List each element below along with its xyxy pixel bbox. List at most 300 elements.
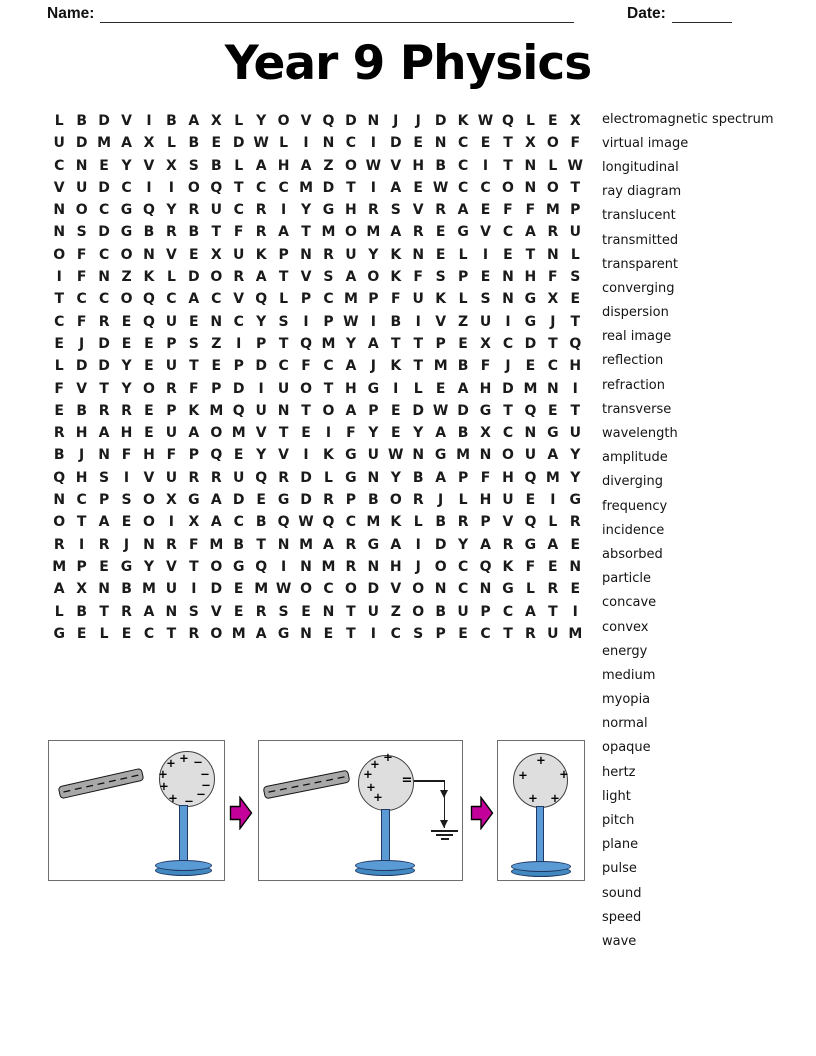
positive-charge-symbol: +	[518, 768, 528, 782]
grid-letter: B	[53, 447, 65, 464]
grid-letter: R	[188, 202, 200, 219]
grid-row	[48, 132, 587, 154]
negative-charge-symbol: −	[193, 755, 203, 769]
grid-letter: S	[413, 625, 424, 642]
grid-letter: T	[211, 224, 222, 241]
grid-letter: T	[323, 380, 334, 397]
grid-letter: F	[480, 469, 491, 486]
grid-letter: C	[233, 202, 244, 219]
grid-letter: E	[144, 425, 154, 442]
grid-letter: L	[54, 603, 64, 620]
positive-charge-symbol: +	[528, 791, 538, 805]
grid-letter: N	[322, 135, 335, 152]
grid-row	[48, 199, 587, 221]
ground-symbol	[431, 830, 458, 832]
grid-row	[48, 556, 587, 578]
grid-letter: D	[75, 358, 88, 375]
grid-letter: I	[572, 603, 578, 620]
grid-letter: G	[524, 291, 537, 308]
grid-letter: L	[324, 469, 333, 486]
grid-row	[48, 534, 587, 556]
grid-letter: B	[210, 157, 222, 174]
grid-letter: R	[367, 202, 379, 219]
grid-letter: T	[301, 402, 311, 419]
rod-negative-charge: −	[323, 772, 336, 787]
grid-letter: A	[323, 536, 334, 553]
grid-letter: K	[457, 113, 469, 129]
grid-row	[48, 378, 587, 400]
grid-letter: P	[233, 358, 244, 375]
grid-letter: C	[457, 157, 469, 174]
grid-letter: B	[121, 581, 132, 598]
grid-letter: A	[210, 514, 222, 531]
grid-letter: K	[390, 246, 402, 263]
grid-letter: M	[321, 224, 336, 241]
grid-letter: R	[547, 581, 559, 598]
grid-letter: M	[523, 380, 538, 397]
electroscope-diagram-step-2	[258, 740, 463, 881]
grid-letter: O	[502, 179, 514, 196]
grid-letter: D	[232, 492, 245, 509]
ground-symbol	[441, 838, 449, 840]
grid-letter: U	[569, 224, 581, 241]
grid-letter: T	[413, 358, 423, 375]
grid-letter: R	[98, 402, 110, 419]
grid-letter: I	[146, 113, 152, 129]
negative-charge-symbol: −	[196, 787, 206, 801]
grid-letter: C	[98, 202, 110, 219]
grid-letter: W	[567, 157, 583, 174]
grid-letter: V	[502, 514, 514, 531]
grid-letter: A	[524, 603, 536, 620]
grid-letter: Z	[390, 603, 401, 620]
grid-letter: O	[210, 625, 223, 642]
positive-charge-symbol: +	[536, 753, 546, 767]
grid-letter: N	[434, 135, 447, 152]
word-list-item: speed	[602, 909, 642, 925]
grid-letter: W	[388, 447, 404, 464]
header	[0, 5, 816, 31]
grid-letter: U	[524, 447, 537, 464]
grid-letter: V	[76, 380, 88, 397]
grid-letter: N	[546, 380, 559, 397]
grid-letter: T	[391, 335, 401, 352]
grid-letter: G	[367, 536, 380, 553]
grid-letter: S	[570, 269, 581, 286]
grid-letter: R	[435, 202, 447, 219]
grid-letter: I	[79, 536, 85, 553]
grid-letter: W	[477, 113, 494, 129]
grid-letter: P	[166, 402, 177, 419]
grid-letter: K	[390, 269, 402, 286]
grid-letter: V	[121, 113, 132, 129]
grid-letter: E	[121, 625, 132, 642]
grid-letter: H	[345, 202, 357, 219]
grid-letter: E	[121, 335, 132, 352]
grid-letter: O	[344, 581, 357, 598]
grid-letter: E	[548, 113, 558, 129]
grid-letter: A	[255, 269, 267, 286]
grid-letter: Q	[502, 113, 514, 129]
grid-letter: N	[502, 291, 514, 308]
positive-charge-symbol: +	[383, 750, 393, 764]
grid-letter: I	[258, 380, 264, 397]
word-list-item: incidence	[602, 522, 665, 538]
grid-letter: T	[503, 157, 513, 174]
grid-letter: E	[390, 425, 401, 442]
grid-letter: D	[210, 581, 223, 598]
word-list-item: transmitted	[602, 232, 679, 248]
grid-letter: C	[233, 514, 244, 531]
grid-letter: X	[480, 425, 491, 442]
grid-letter: E	[54, 335, 64, 352]
grid-row	[48, 400, 587, 422]
grid-letter: Q	[300, 335, 312, 352]
grid-letter: R	[166, 380, 177, 397]
grid-letter: P	[98, 492, 110, 509]
grid-letter: A	[188, 113, 200, 129]
rod-negative-charge: −	[83, 778, 96, 793]
grid-letter: B	[435, 514, 446, 531]
rod-negative-charge: −	[265, 783, 278, 799]
grid-letter: O	[75, 202, 88, 219]
grid-letter: A	[255, 625, 267, 642]
grid-letter: C	[547, 358, 558, 375]
word-list-item: translucent	[602, 208, 676, 224]
grid-letter: C	[76, 492, 87, 509]
grid-letter: R	[323, 246, 334, 263]
grid-letter: C	[502, 603, 514, 620]
grid-letter: I	[56, 269, 62, 286]
grid-letter: C	[256, 179, 267, 196]
grid-letter: I	[370, 179, 376, 196]
grid-letter: G	[502, 581, 514, 598]
grid-row	[48, 489, 587, 511]
ground-symbol	[436, 834, 453, 836]
rod-negative-charge: −	[117, 770, 130, 786]
grid-letter: W	[365, 157, 382, 174]
grid-letter: O	[546, 179, 559, 196]
grid-letter: N	[277, 402, 290, 419]
grid-letter: E	[121, 313, 132, 330]
grid-letter: I	[550, 492, 556, 509]
grid-letter: N	[210, 313, 223, 330]
grid-row	[48, 155, 587, 177]
grid-letter: F	[189, 380, 199, 397]
word-list-item: particle	[602, 571, 652, 587]
grid-letter: E	[233, 447, 244, 464]
grid-letter: C	[98, 246, 110, 263]
grid-letter: I	[415, 313, 421, 330]
grid-letter: Y	[256, 313, 267, 330]
grid-letter: K	[255, 246, 267, 263]
grid-letter: T	[278, 269, 289, 286]
grid-letter: S	[323, 269, 334, 286]
grid-letter: I	[393, 380, 399, 397]
grid-letter: O	[546, 135, 559, 152]
grid-letter: C	[457, 581, 469, 598]
grid-letter: Q	[143, 313, 155, 330]
grid-letter: Y	[256, 447, 267, 464]
grid-letter: R	[525, 625, 536, 642]
grid-letter: C	[98, 291, 110, 308]
grid-letter: F	[525, 202, 536, 219]
date-blank-line	[672, 6, 732, 23]
grid-letter: N	[98, 269, 110, 286]
grid-letter: R	[98, 313, 110, 330]
grid-letter: D	[232, 380, 245, 397]
grid-row	[48, 244, 587, 266]
word-list-item: dispersion	[602, 305, 669, 321]
grid-letter: U	[53, 135, 65, 152]
grid-letter: P	[368, 402, 379, 419]
grid-letter: V	[143, 157, 155, 174]
word-list-item: plane	[602, 837, 639, 853]
grid-letter: P	[457, 269, 469, 286]
grid-letter: V	[435, 313, 447, 330]
grid-letter: Y	[256, 113, 267, 129]
grid-letter: B	[457, 358, 469, 375]
grid-letter: P	[166, 335, 177, 352]
grid-letter: T	[189, 358, 199, 375]
grid-letter: R	[278, 469, 289, 486]
word-list-item: hertz	[602, 764, 636, 780]
grid-letter: T	[99, 603, 109, 620]
grid-letter: Q	[255, 469, 268, 486]
grid-letter: E	[413, 179, 423, 196]
grid-letter: F	[76, 246, 87, 263]
grid-letter: M	[231, 425, 246, 442]
grid-letter: C	[54, 157, 65, 174]
grid-letter: I	[415, 536, 421, 553]
grid-letter: R	[53, 425, 65, 442]
grid-letter: M	[299, 179, 313, 196]
word-list-item: diverging	[602, 474, 664, 490]
grid-letter: E	[525, 492, 536, 509]
grid-letter: F	[233, 224, 244, 241]
grid-letter: R	[233, 269, 245, 286]
grid-letter: M	[456, 447, 471, 464]
name-label: Name:	[47, 5, 95, 22]
grid-letter: S	[278, 603, 289, 620]
grid-letter: U	[165, 313, 178, 330]
grid-letter: G	[120, 558, 133, 575]
grid-letter: M	[52, 558, 67, 575]
grid-letter: P	[256, 335, 267, 352]
grid-letter: O	[412, 603, 425, 620]
grid-letter: T	[346, 625, 356, 642]
grid-letter: S	[188, 603, 199, 620]
word-list-item: refraction	[602, 377, 665, 393]
grid-letter: E	[503, 246, 513, 263]
grid-letter: P	[480, 603, 491, 620]
grid-letter: A	[345, 402, 357, 419]
negative-charge-symbol: −	[184, 794, 194, 808]
word-list	[602, 107, 812, 954]
grid-letter: I	[123, 469, 130, 486]
grid-letter: L	[458, 246, 468, 263]
grid-letter: C	[54, 313, 65, 330]
grid-letter: B	[412, 469, 424, 486]
grid-letter: G	[188, 492, 200, 509]
grid-letter: Q	[255, 558, 268, 575]
grid-letter: I	[236, 335, 242, 352]
grid-letter: D	[98, 335, 110, 352]
grid-letter: U	[277, 380, 290, 397]
grid-letter: X	[210, 113, 222, 129]
positive-charge-symbol: +	[168, 791, 178, 805]
grid-letter: V	[480, 224, 491, 241]
grid-letter: K	[390, 358, 402, 375]
grid-letter: O	[53, 246, 66, 263]
grid-letter: D	[389, 135, 402, 152]
grid-letter: N	[53, 224, 66, 241]
grid-letter: Q	[255, 291, 268, 308]
grid-letter: E	[144, 358, 154, 375]
grid-letter: T	[301, 224, 311, 241]
word-list-item: transparent	[602, 256, 679, 272]
grid-letter: B	[233, 536, 245, 553]
grid-letter: N	[412, 246, 425, 263]
grid-letter: V	[165, 558, 177, 575]
grid-letter: M	[321, 558, 336, 575]
grid-letter: Y	[570, 469, 581, 486]
grid-letter: U	[457, 603, 469, 620]
grid-letter: Z	[121, 269, 132, 286]
grid-letter: E	[458, 625, 468, 642]
grid-letter: A	[390, 536, 402, 553]
grid-letter: L	[99, 625, 109, 642]
grid-letter: B	[76, 402, 87, 419]
grid-letter: Y	[390, 469, 401, 486]
grid-letter: P	[345, 492, 357, 509]
grid-row	[48, 110, 587, 132]
grid-letter: D	[98, 224, 110, 241]
grid-letter: C	[76, 291, 87, 308]
grid-letter: Q	[569, 335, 582, 352]
grid-letter: G	[569, 492, 582, 509]
grid-letter: E	[54, 402, 64, 419]
grid-letter: Y	[300, 202, 312, 219]
grid-row	[48, 511, 587, 533]
grid-letter: Y	[368, 425, 379, 442]
grid-letter: O	[344, 157, 357, 174]
grid-letter: A	[98, 514, 110, 531]
grid-letter: A	[524, 224, 536, 241]
grid-letter: R	[569, 514, 581, 531]
grid-letter: E	[458, 335, 468, 352]
grid-letter: Y	[143, 558, 155, 575]
word-list-item: longitudinal	[602, 159, 679, 175]
grid-letter: T	[570, 402, 581, 419]
grid-letter: D	[502, 380, 514, 397]
grid-letter: U	[233, 246, 245, 263]
grid-letter: X	[525, 135, 536, 152]
grid-letter: F	[54, 380, 64, 397]
grid-letter: Z	[323, 157, 334, 174]
grid-letter: F	[390, 291, 401, 308]
grid-letter: H	[502, 469, 514, 486]
grid-letter: J	[550, 313, 556, 330]
grid-letter: D	[75, 135, 88, 152]
grid-letter: V	[165, 246, 177, 263]
grid-letter: E	[233, 603, 244, 620]
grid-letter: I	[325, 425, 332, 442]
grid-letter: Z	[458, 313, 469, 330]
grid-letter: X	[480, 335, 491, 352]
grid-letter: N	[53, 492, 66, 509]
grid-letter: F	[525, 558, 536, 575]
grid-letter: V	[210, 603, 222, 620]
grid-letter: O	[120, 246, 133, 263]
grid-letter: Q	[210, 179, 223, 196]
grid-letter: A	[457, 202, 469, 219]
grid-letter: L	[166, 269, 176, 286]
grid-letter: T	[570, 313, 581, 330]
grid-letter: C	[166, 291, 177, 308]
grid-letter: Q	[524, 402, 537, 419]
grid-letter: J	[415, 558, 421, 575]
grid-letter: C	[457, 179, 469, 196]
grid-letter: T	[570, 179, 581, 196]
grid-letter: G	[524, 313, 537, 330]
grid-letter: Y	[368, 246, 379, 263]
grid-letter: Q	[479, 558, 492, 575]
grid-letter: P	[457, 469, 469, 486]
grid-letter: D	[98, 113, 110, 129]
grid-letter: N	[143, 246, 155, 263]
rod-negative-charge: −	[94, 775, 107, 791]
grid-letter: L	[234, 113, 244, 129]
grid-letter: B	[76, 603, 87, 620]
grid-letter: E	[480, 269, 491, 286]
grid-letter: N	[524, 179, 537, 196]
positive-charge-symbol: +	[366, 780, 376, 794]
grid-letter: X	[569, 113, 581, 129]
grid-letter: D	[232, 135, 245, 152]
grid-letter: J	[438, 492, 444, 509]
grid-letter: N	[367, 469, 380, 486]
grid-letter: R	[255, 202, 267, 219]
electroscope-diagram-step-3	[497, 740, 585, 881]
grid-letter: T	[548, 335, 558, 352]
grid-letter: E	[480, 202, 491, 219]
grid-letter: U	[479, 313, 492, 330]
grid-letter: R	[121, 603, 132, 620]
grid-letter: M	[254, 581, 269, 598]
grid-letter: G	[277, 625, 290, 642]
word-list-item: ray diagram	[602, 184, 682, 200]
electroscope-stem	[381, 809, 390, 863]
grid-letter: U	[502, 492, 514, 509]
grid-letter: S	[121, 492, 132, 509]
word-list-item: wave	[602, 933, 637, 949]
grid-letter: T	[503, 402, 513, 419]
grid-letter: U	[165, 581, 178, 598]
grid-letter: Q	[143, 291, 155, 308]
grid-letter: A	[390, 224, 402, 241]
grid-letter: R	[188, 625, 200, 642]
grid-letter: I	[303, 135, 309, 152]
word-list-item: opaque	[602, 740, 651, 756]
grid-letter: Y	[570, 447, 581, 464]
grid-letter: Q	[524, 514, 537, 531]
grid-letter: G	[120, 224, 133, 241]
word-list-item: energy	[602, 643, 648, 659]
grid-letter: I	[505, 313, 511, 330]
grid-letter: D	[300, 469, 312, 486]
grid-letter: N	[569, 558, 582, 575]
